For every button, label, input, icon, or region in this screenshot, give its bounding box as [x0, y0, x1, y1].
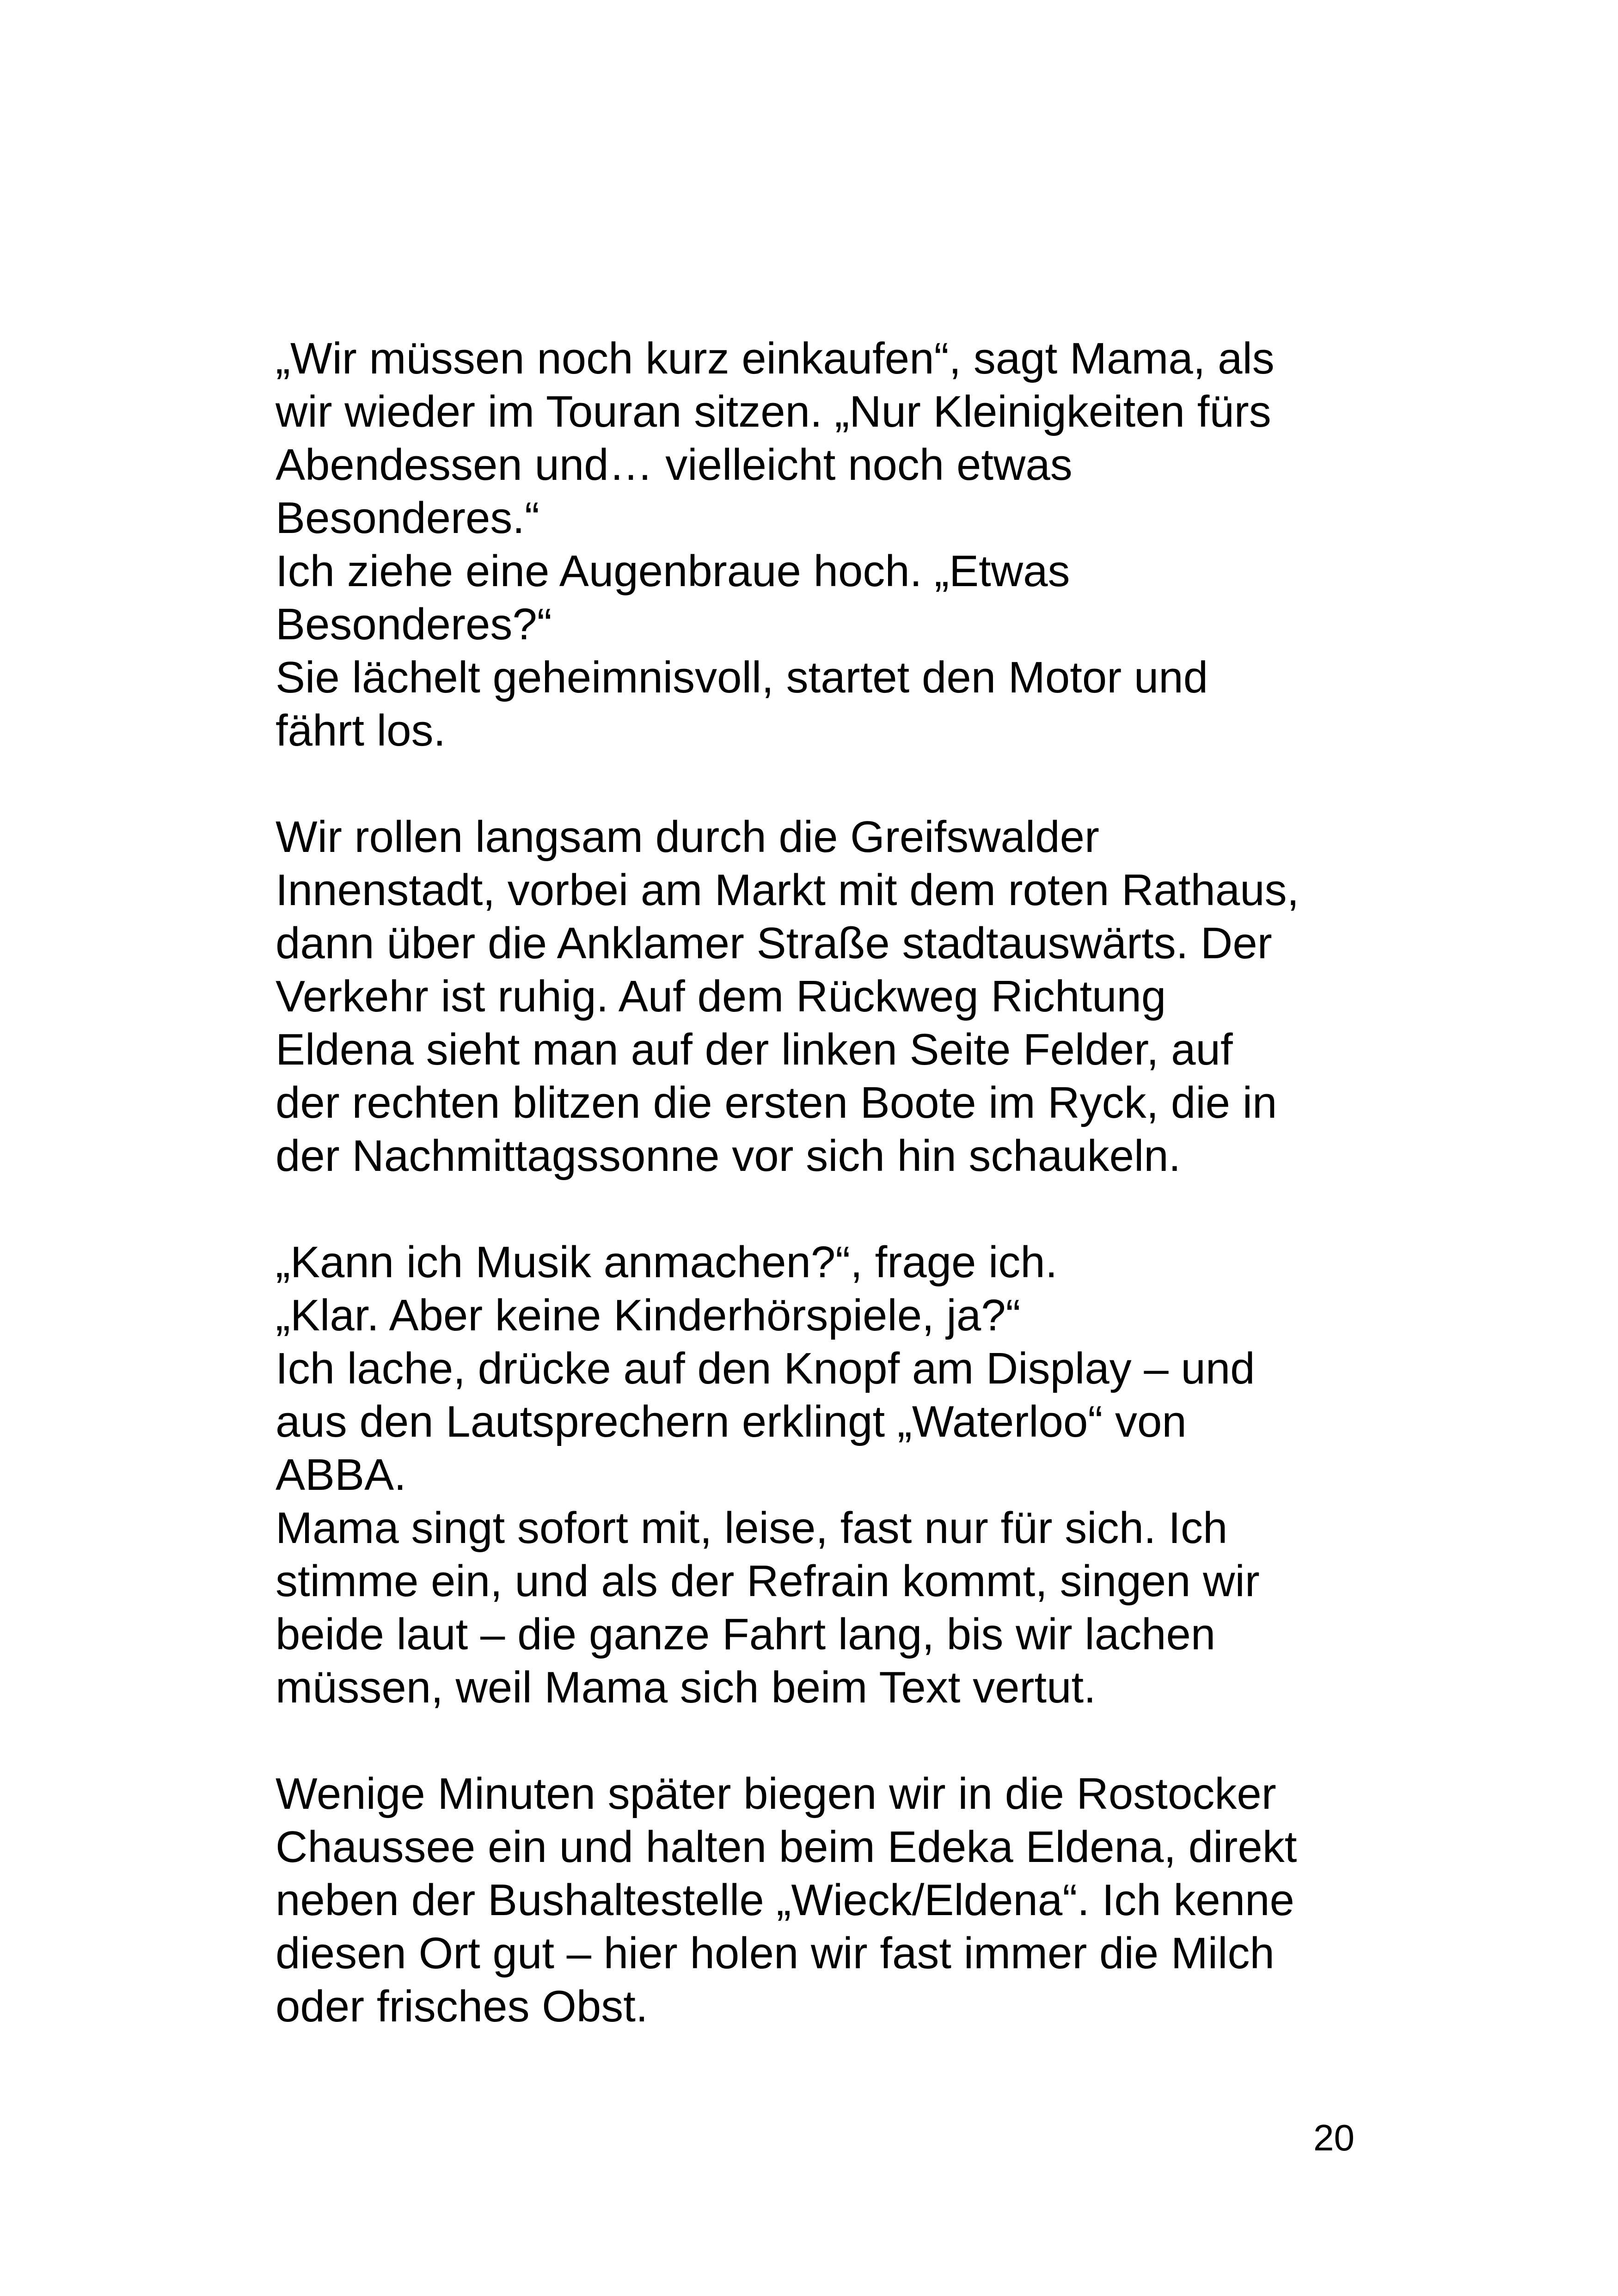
- text-line: neben der Bushaltestelle „Wieck/Eldena“. Ich kenne: [276, 1875, 1294, 1925]
- text-line: Besonderes?“: [276, 600, 552, 649]
- paragraph: [276, 1767, 1385, 2033]
- text-line: müssen, weil Mama sich beim Text vertut.: [276, 1663, 1096, 1712]
- text-line: fährt los.: [276, 706, 446, 755]
- text-line: „Wir müssen noch kurz einkaufen“, sagt Mama, als: [276, 334, 1275, 383]
- text-line: Besonderes.“: [276, 493, 539, 543]
- text-line: „Kann ich Musik anmachen?“, frage ich.: [276, 1237, 1058, 1287]
- text-line: Eldena sieht man auf der linken Seite Felder, auf: [276, 1025, 1233, 1074]
- paragraph: [276, 810, 1385, 1182]
- text-line: beide laut – die ganze Fahrt lang, bis wir lachen: [276, 1610, 1216, 1659]
- text-line: Chaussee ein und halten beim Edeka Eldena, direkt: [276, 1822, 1297, 1872]
- text-line: stimme ein, und als der Refrain kommt, singen wir: [276, 1556, 1260, 1606]
- text-line: oder frisches Obst.: [276, 1982, 648, 2031]
- text-line: „Klar. Aber keine Kinderhörspiele, ja?“: [276, 1291, 1021, 1340]
- page-number: 20: [1313, 2117, 1354, 2158]
- paragraph: [276, 332, 1385, 757]
- text-line: aus den Lautsprechern erklingt „Waterloo“ von: [276, 1397, 1187, 1446]
- text-line: Sie lächelt geheimnisvoll, startet den Motor und: [276, 653, 1208, 702]
- text-line: ABBA.: [276, 1450, 406, 1500]
- text-line: Ich lache, drücke auf den Knopf am Display – und: [276, 1344, 1255, 1393]
- text-line: Wenige Minuten später biegen wir in die Rostocker: [276, 1769, 1276, 1818]
- text-line: der rechten blitzen die ersten Boote im Ryck, die in: [276, 1078, 1277, 1127]
- text-line: Mama singt sofort mit, leise, fast nur für sich. Ich: [276, 1503, 1228, 1553]
- text-line: Innenstadt, vorbei am Markt mit dem roten Rathaus,: [276, 865, 1299, 915]
- text-line: Ich ziehe eine Augenbraue hoch. „Etwas: [276, 546, 1070, 596]
- paragraph: [276, 1236, 1385, 1714]
- text-line: Wir rollen langsam durch die Greifswalder: [276, 812, 1099, 862]
- text-line: wir wieder im Touran sitzen. „Nur Kleinigkeiten fürs: [276, 387, 1271, 436]
- body-text: [276, 332, 1385, 2086]
- text-line: Abendessen und… vielleicht noch etwas: [276, 440, 1073, 490]
- text-line: diesen Ort gut – hier holen wir fast immer die Milch: [276, 1929, 1275, 1978]
- text-line: dann über die Anklamer Straße stadtauswärts. Der: [276, 918, 1272, 968]
- text-line: der Nachmittagssonne vor sich hin schaukeln.: [276, 1131, 1181, 1181]
- text-line: Verkehr ist ruhig. Auf dem Rückweg Richtung: [276, 972, 1166, 1021]
